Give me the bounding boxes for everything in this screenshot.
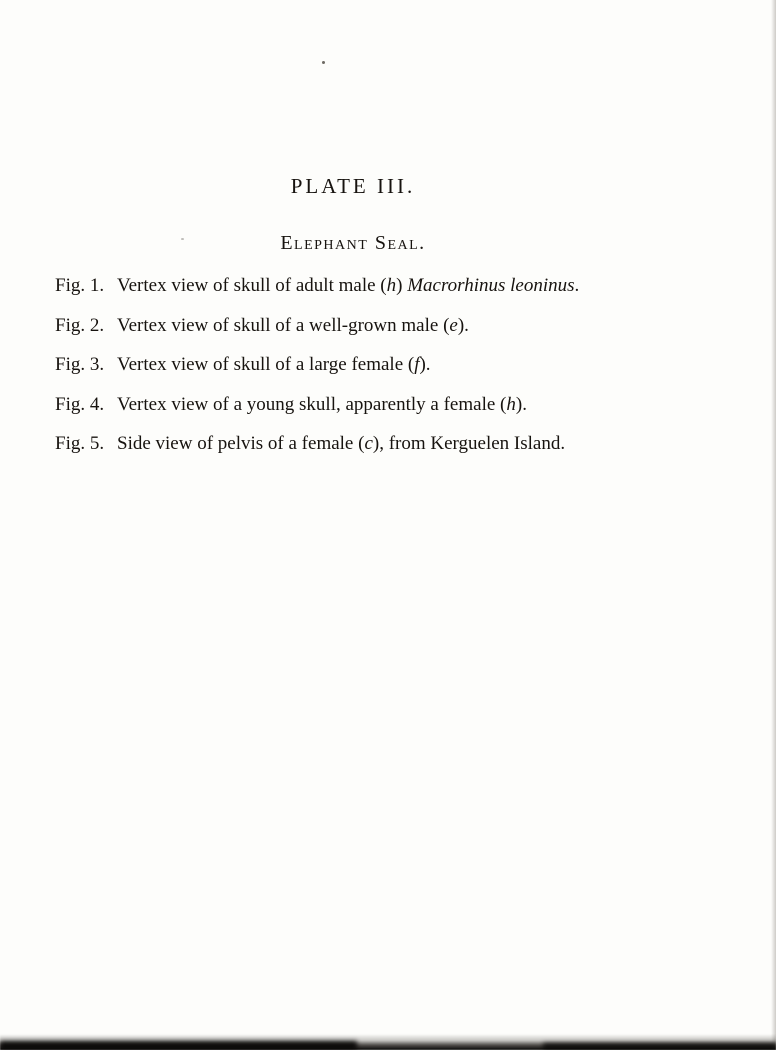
caption-segment: ).: [419, 354, 431, 375]
figure-text: [117, 314, 469, 337]
figure-caption-2: [55, 314, 695, 337]
figure-label: Fig. 5.: [55, 433, 105, 454]
figure-text: [117, 274, 579, 297]
caption-italic-letter: f: [414, 354, 420, 375]
figure-caption-5: [55, 432, 695, 455]
figure-caption-1: [55, 274, 695, 297]
caption-segment: ), from Kerguelen Island.: [372, 433, 566, 454]
figure-caption-3: [55, 353, 695, 376]
caption-italic-letter: h: [506, 393, 516, 415]
section-heading: Elephant Seal.: [280, 232, 426, 254]
caption-segment: ): [396, 275, 408, 296]
figure-caption-list: [55, 274, 695, 472]
species-name: Macrorhinus leoninus: [407, 275, 575, 296]
caption-italic-letter: h: [386, 275, 397, 296]
figure-label: Fig. 4.: [55, 393, 105, 415]
figure-text: [117, 353, 431, 376]
figure-label: Fig. 3.: [55, 354, 105, 375]
caption-segment: ).: [457, 314, 469, 336]
caption-segment: ).: [515, 393, 527, 415]
figure-label: Fig. 2.: [55, 314, 105, 336]
caption-segment: Side view of pelvis of a female (: [117, 433, 365, 454]
figure-caption-4: [55, 393, 695, 416]
figure-text: [117, 393, 527, 416]
scan-edge-bottom: [0, 1034, 776, 1050]
figure-label: Fig. 1.: [55, 275, 105, 296]
plate-title: PLATE III.: [290, 174, 416, 198]
caption-italic-letter: e: [449, 314, 458, 336]
caption-segment: Vertex view of skull of adult male (: [117, 275, 387, 296]
caption-segment: .: [574, 275, 580, 296]
caption-segment: Vertex view of skull of a well-grown male (: [117, 314, 450, 336]
scan-edge-right: [771, 0, 776, 1050]
caption-segment: Vertex view of a young skull, apparently a female (: [117, 393, 507, 415]
caption-segment: Vertex view of skull of a large female (: [117, 354, 415, 375]
scan-speck: [322, 61, 325, 64]
figure-text: [117, 432, 565, 455]
caption-italic-letter: c: [364, 433, 373, 454]
